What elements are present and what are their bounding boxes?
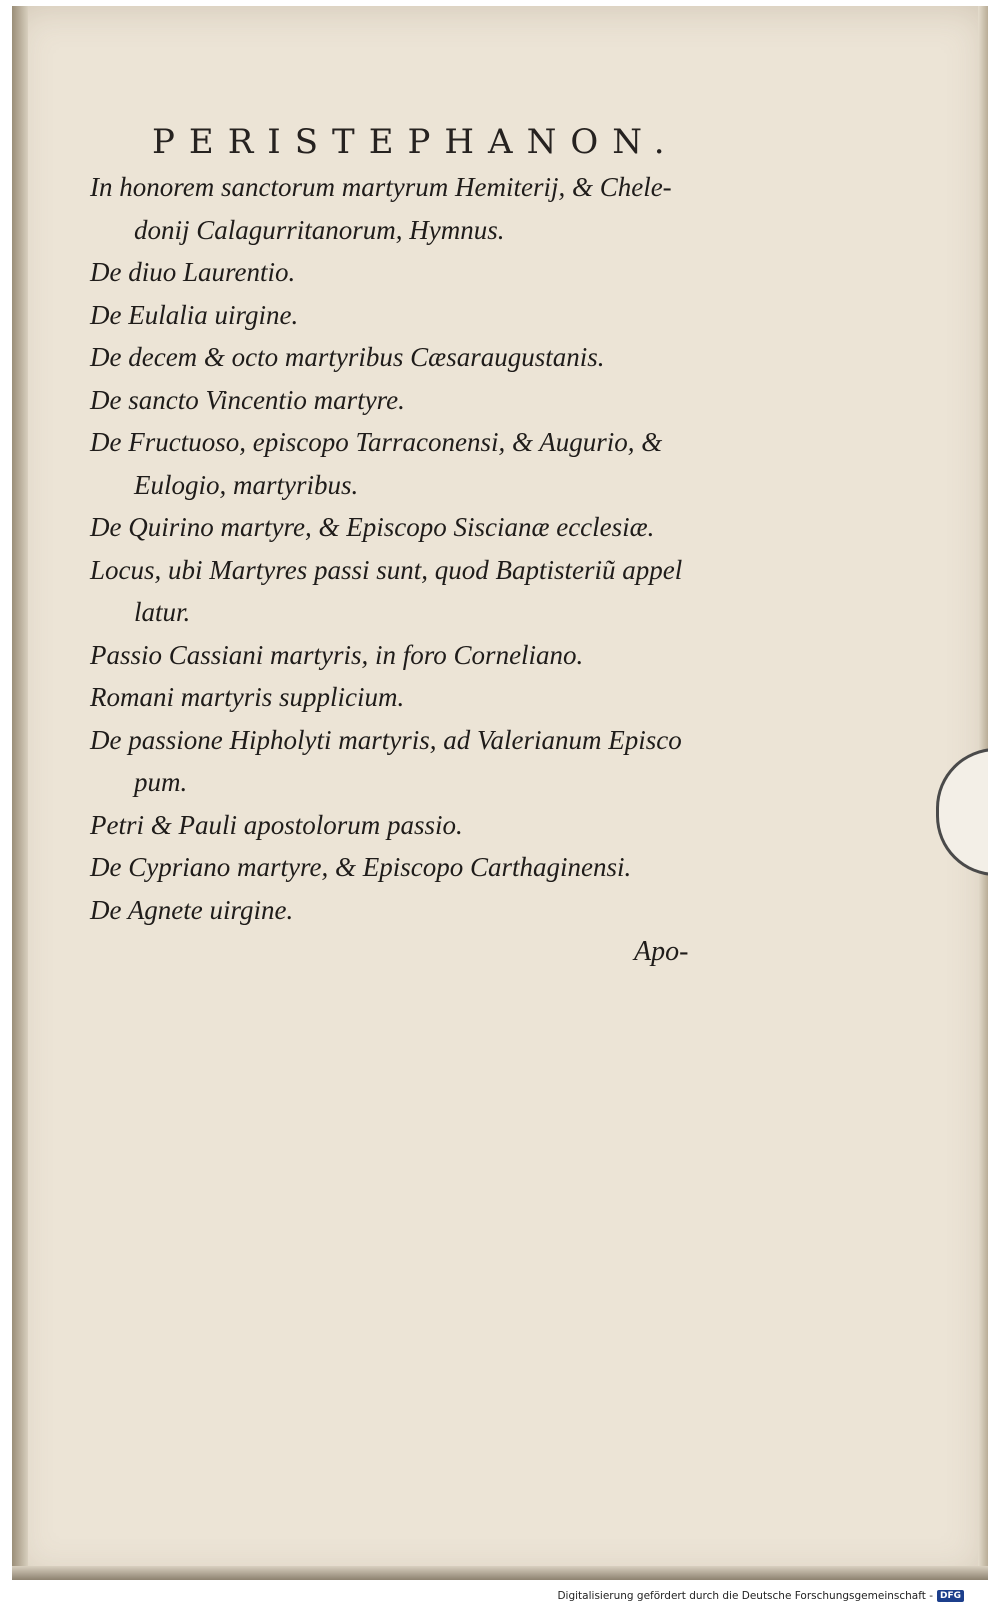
entry-continuation-line: latur. bbox=[134, 597, 191, 627]
entry-line: In honorem sanctorum martyrum Hemiterij, & Chele- bbox=[90, 172, 672, 202]
entry-line: De sancto Vincentio martyre. bbox=[90, 384, 405, 415]
book-page bbox=[12, 6, 988, 1580]
contents-entry bbox=[90, 166, 810, 251]
contents-entry bbox=[90, 676, 810, 719]
page-bottom-edge bbox=[12, 1566, 988, 1580]
contents-entry bbox=[90, 294, 810, 337]
entry-line: Romani martyris supplicium. bbox=[90, 682, 405, 712]
contents-entry bbox=[90, 251, 810, 294]
entry-line: De Eulalia uirgine. bbox=[90, 299, 299, 330]
catchword: Apo- bbox=[634, 936, 689, 967]
contents-entry bbox=[90, 379, 810, 422]
entry-line: De Quirino martyre, & Episcopo Siscianæ ecclesiæ. bbox=[90, 512, 655, 542]
contents-list bbox=[90, 166, 810, 931]
entry-line: De decem & octo martyribus Cæsaraugustanis. bbox=[90, 342, 605, 372]
entry-continuation-line: pum. bbox=[134, 767, 188, 797]
contents-entry bbox=[90, 336, 810, 379]
page-heading: PERISTEPHANON. bbox=[152, 122, 679, 162]
entry-line: De passione Hipholyti martyris, ad Valerianum Episco bbox=[90, 724, 682, 755]
contents-entry bbox=[90, 549, 810, 634]
digitization-footer bbox=[557, 1590, 964, 1602]
contents-entry bbox=[90, 846, 810, 889]
footer-text: Digitalisierung gefördert durch die Deutsche Forschungsgemeinschaft - bbox=[557, 1590, 933, 1602]
entry-line: De Fructuoso, episcopo Tarraconensi, & Augurio, & bbox=[90, 427, 663, 457]
contents-entry bbox=[90, 889, 810, 932]
entry-line: Petri & Pauli apostolorum passio. bbox=[90, 809, 463, 840]
entry-continuation-line: Eulogio, martyribus. bbox=[134, 469, 359, 500]
contents-entry bbox=[90, 421, 810, 506]
dfg-logo: DFG bbox=[937, 1590, 964, 1602]
entry-line: Passio Cassiani martyris, in foro Corneliano. bbox=[90, 639, 584, 670]
contents-entry bbox=[90, 506, 810, 549]
page-clip-tab bbox=[936, 748, 988, 876]
contents-entry bbox=[90, 804, 810, 847]
entry-line: De diuo Laurentio. bbox=[90, 257, 296, 287]
contents-entry bbox=[90, 634, 810, 677]
entry-line: Locus, ubi Martyres passi sunt, quod Baptisteriũ appel bbox=[90, 554, 683, 585]
entry-line: De Agnete uirgine. bbox=[90, 894, 294, 925]
gutter-shadow bbox=[12, 6, 28, 1580]
contents-entry bbox=[90, 719, 810, 804]
entry-continuation-line: donij Calagurritanorum, Hymnus. bbox=[134, 214, 505, 245]
entry-line: De Cypriano martyre, & Episcopo Carthaginensi. bbox=[90, 852, 632, 882]
